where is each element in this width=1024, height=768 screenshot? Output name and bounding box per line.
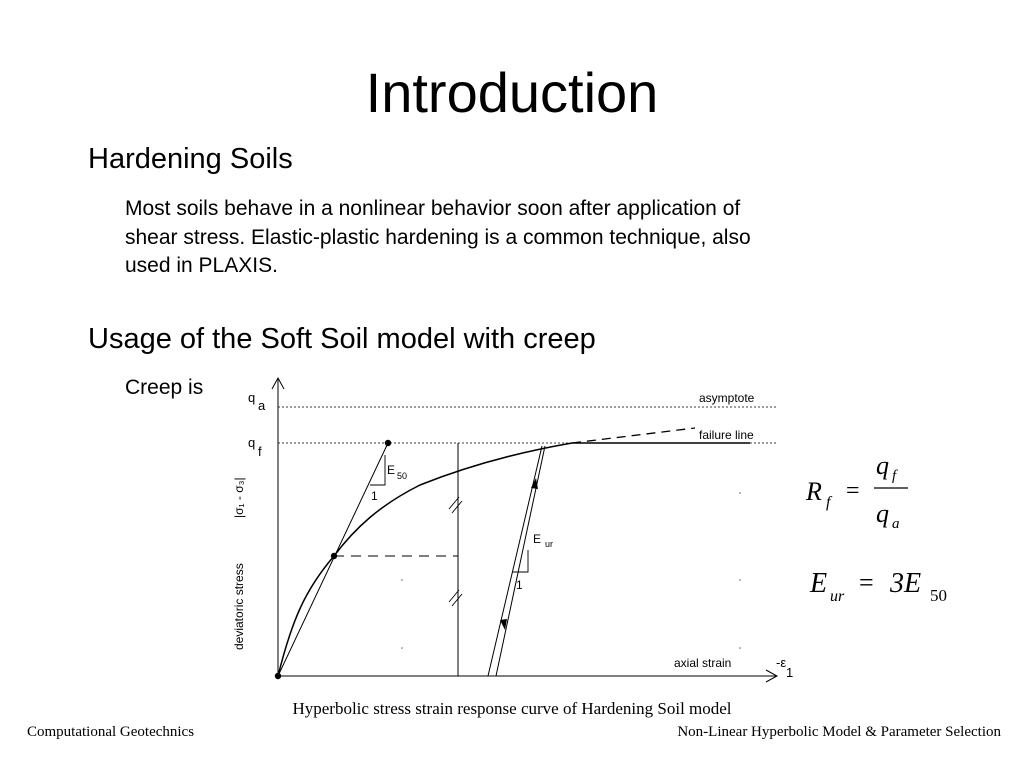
rf-denominator-sub: a: [892, 516, 900, 532]
footer-right: Non-Linear Hyperbolic Model & Parameter Selection: [677, 724, 1001, 740]
paragraph-line: used in PLAXIS.: [125, 254, 278, 277]
eur-symbol-sub: ur: [830, 588, 845, 605]
rf-numerator: q: [876, 451, 889, 480]
qa-label: q: [248, 390, 256, 405]
half-failure-point: [331, 553, 337, 559]
eur-rhs-sub: 50: [930, 586, 947, 605]
eur-label-sub: ur: [545, 539, 554, 549]
failure-line-label: failure line: [699, 428, 754, 442]
qf-label: q: [248, 435, 256, 450]
qf-label-sub: f: [258, 444, 262, 459]
heading-hardening-soils: Hardening Soils: [88, 143, 293, 175]
asymptote-label: asymptote: [699, 391, 755, 405]
rf-numerator-sub: f: [892, 468, 897, 484]
e50-slope-one: 1: [371, 489, 378, 503]
eur-symbol: E: [810, 568, 828, 599]
figure-caption: Hyperbolic stress strain response curve of Hardening Soil model: [292, 699, 732, 718]
figure-background: [222, 372, 782, 690]
paragraph-line: Most soils behave in a nonlinear behavior soon after application of: [125, 197, 741, 220]
eur-equals: =: [859, 568, 874, 597]
rf-denominator: q: [876, 499, 889, 528]
x-axis-symbol-sub: 1: [786, 665, 794, 680]
origin-point: [275, 673, 281, 679]
eur-rhs: 3E: [890, 568, 922, 599]
axial-strain-label: axial strain: [674, 656, 732, 670]
paragraph-line: shear stress. Elastic-plastic hardening is a common technique, also: [125, 225, 751, 249]
e50-label: E: [387, 463, 396, 477]
failure-point: [385, 440, 391, 446]
slide-title: Introduction: [365, 61, 659, 124]
eur-slope-one: 1: [516, 578, 523, 592]
x-axis-symbol: -ε: [776, 655, 787, 670]
footer-left: Computational Geotechnics: [27, 724, 195, 740]
heading-soft-soil-creep: Usage of the Soft Soil model with creep: [88, 323, 596, 355]
qa-label-sub: a: [258, 398, 266, 413]
rf-symbol: R: [806, 477, 822, 506]
rf-symbol-sub: f: [826, 494, 831, 511]
creep-text: Creep is: [125, 376, 204, 399]
y-axis-label: deviatoric stress: [232, 563, 246, 650]
eur-label: E: [533, 532, 542, 546]
e50-label-sub: 50: [397, 471, 408, 481]
rf-equals: =: [846, 478, 860, 504]
y-axis-symbol: |σ₁ - σ₃|: [232, 477, 246, 518]
